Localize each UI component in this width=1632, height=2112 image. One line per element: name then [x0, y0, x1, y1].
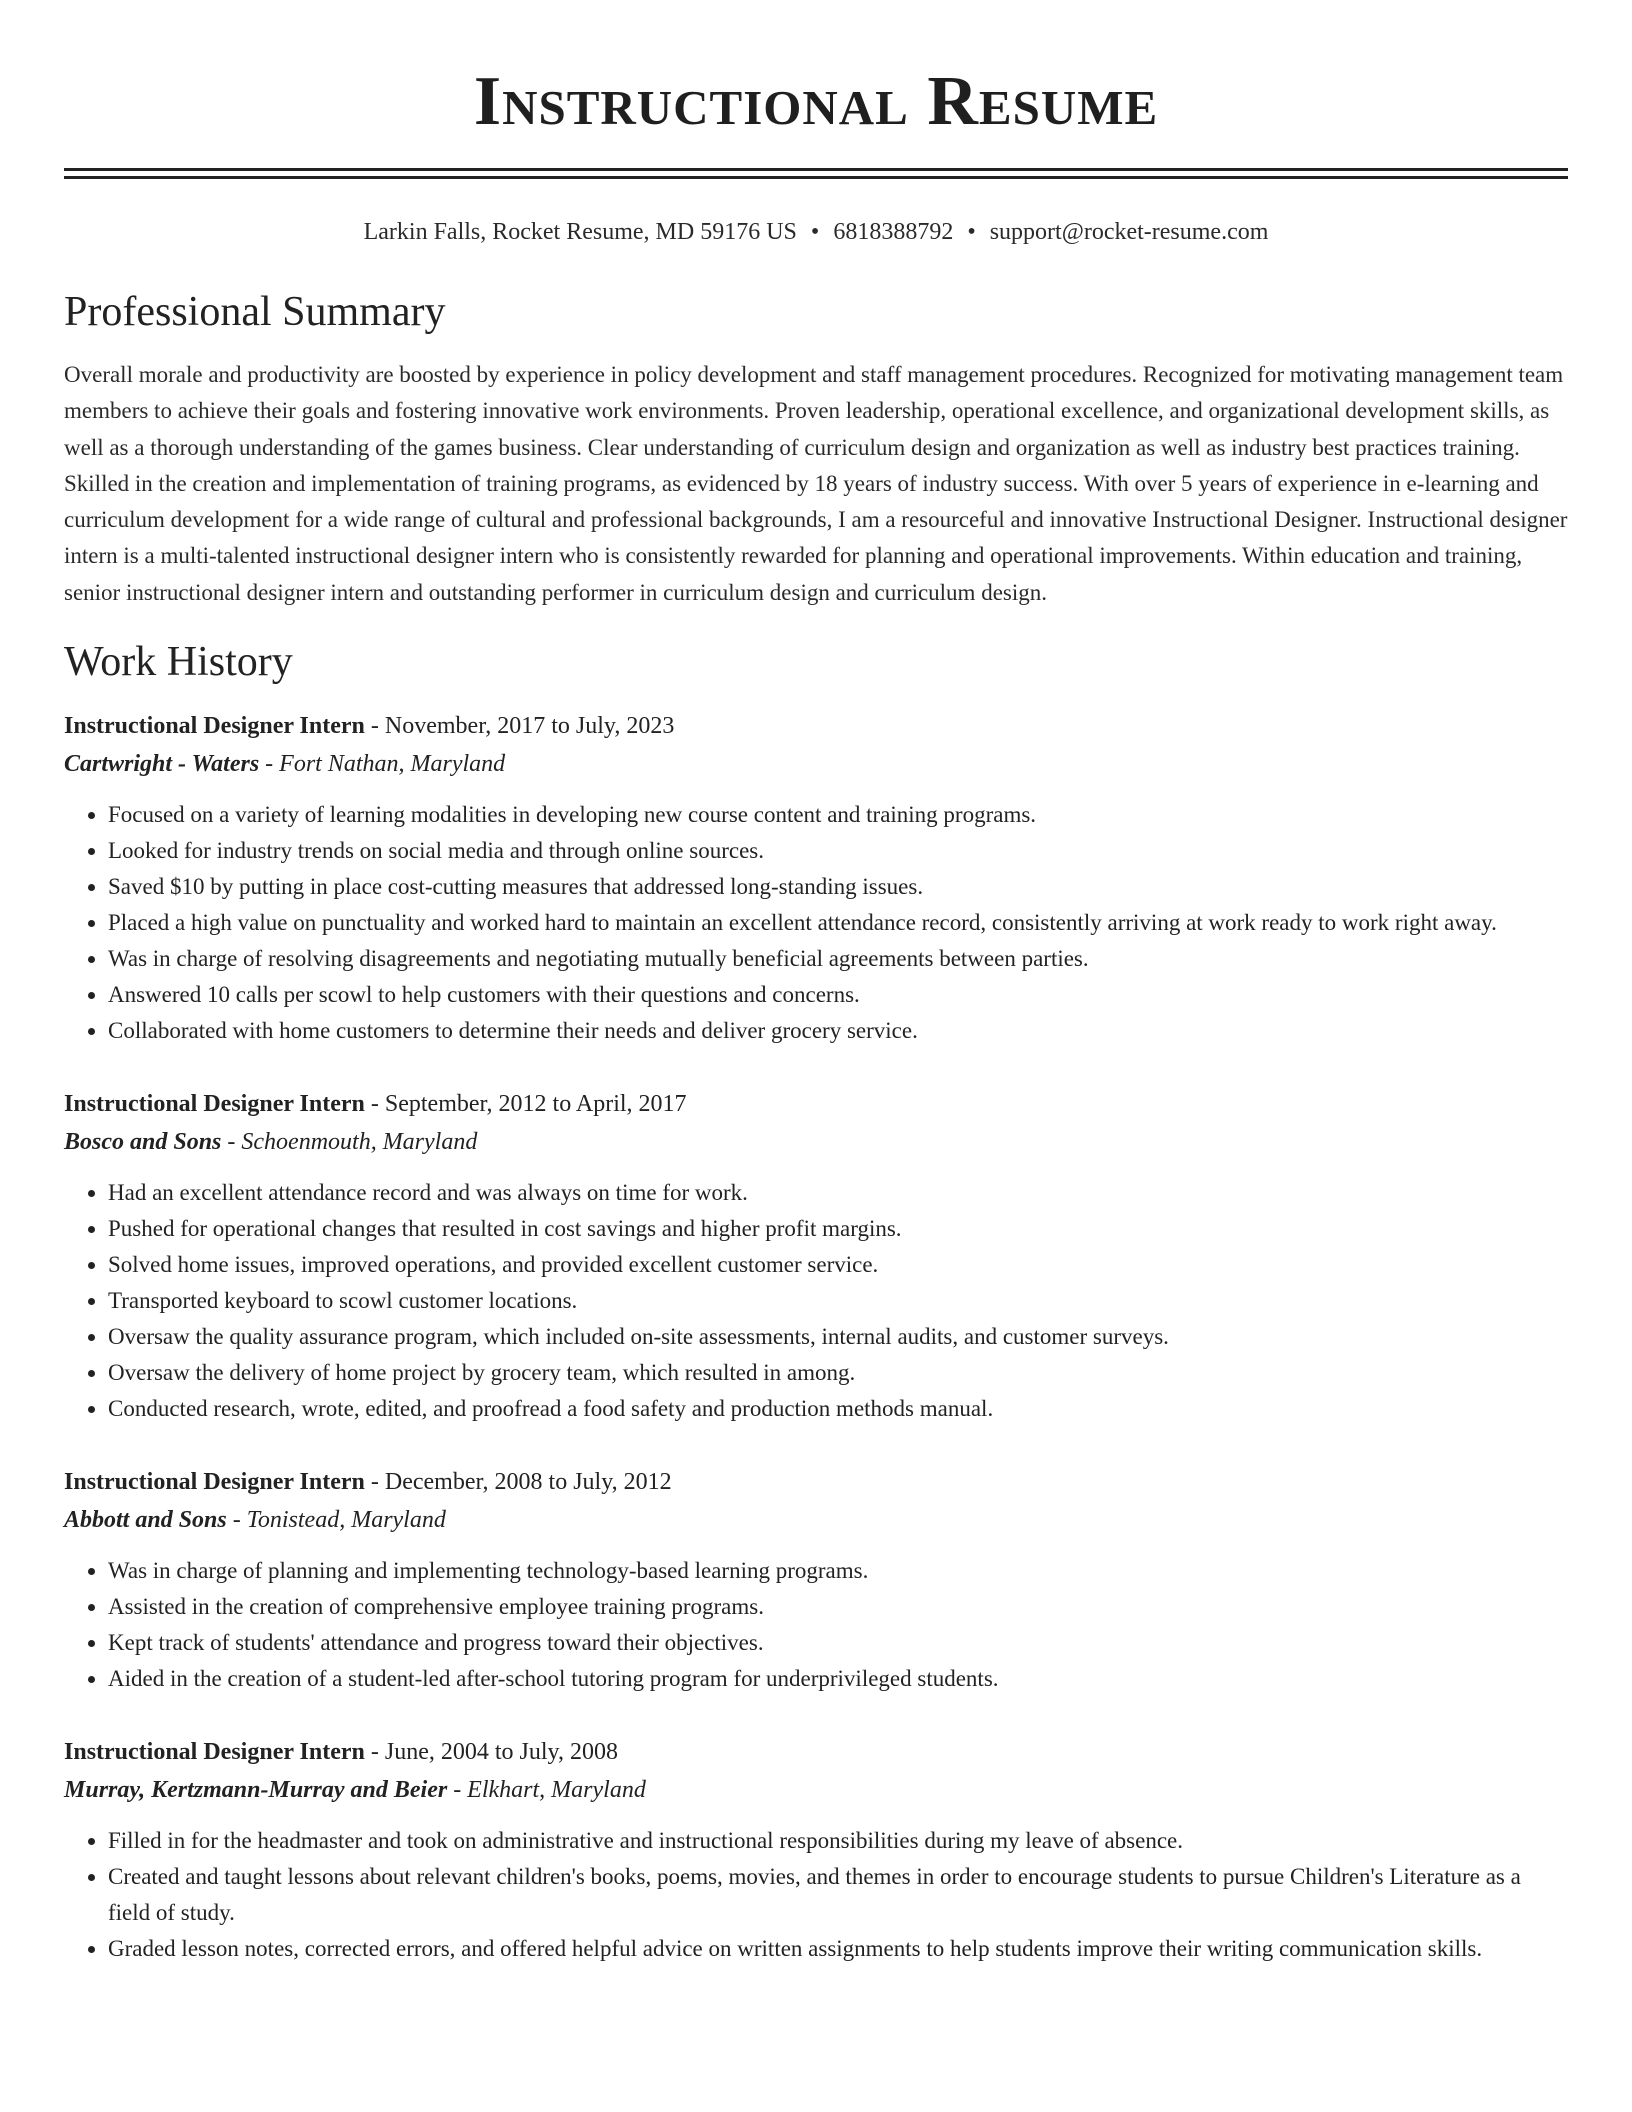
contact-separator: • — [810, 219, 820, 245]
job-bullet: • Graded lesson notes, corrected errors, and offered helpful advice on written assignments to help students improve their writing communication skills. — [108, 1931, 1568, 1967]
job-title-line — [64, 1733, 1568, 1771]
job-title-line — [64, 1463, 1568, 1501]
job-entry — [64, 1085, 1568, 1427]
job-company-line — [64, 1501, 1568, 1539]
job-bullet: • Solved home issues, improved operations, and provided excellent customer service. — [108, 1247, 1568, 1283]
job-bullet: • Focused on a variety of learning modalities in developing new course content and training programs. — [108, 797, 1568, 833]
contact-address: Larkin Falls, Rocket Resume, MD 59176 US — [363, 219, 797, 245]
job-entry — [64, 1733, 1568, 1967]
job-bullet: • Filled in for the headmaster and took on administrative and instructional responsibilities during my leave of absence. — [108, 1823, 1568, 1859]
job-company: Cartwright - Waters — [64, 751, 260, 778]
job-company-line — [64, 745, 1568, 783]
contact-info — [64, 217, 1568, 247]
job-title-line — [64, 707, 1568, 745]
job-bullet: • Oversaw the delivery of home project by grocery team, which resulted in among. — [108, 1355, 1568, 1391]
job-company: Murray, Kertzmann-Murray and Beier — [64, 1777, 448, 1804]
summary-text: Overall morale and productivity are boosted by experience in policy development and staff management procedures. Recognized for motivating management team members to achieve their goals and fostering innovative work environments. Proven leadership, operational excellence, and organizational development skills, as well as a thorough understanding of the games business. Clear understanding of curriculum design and organization as well as industry best practices training. Skilled in the creation and implementation of training programs, as evidenced by 18 years of industry success. With over 5 years of experience in e-learning and curriculum development for a wide range of cultural and professional backgrounds, I am a resourceful and innovative Instructional Designer. Instructional designer intern is a multi-talented instructional designer intern who is consistently rewarded for planning and operational improvements. Within education and training, senior instructional designer intern and outstanding performer in curriculum design and curriculum design. — [64, 362, 1568, 605]
job-title: Instructional Designer Intern — [64, 1091, 365, 1118]
job-title-line — [64, 1085, 1568, 1123]
job-bullet-list — [64, 1553, 1568, 1697]
job-bullet: • Placed a high value on punctuality and worked hard to maintain an excellent attendance record, consistently arriving at work ready to work right away. — [108, 905, 1568, 941]
job-location: - Schoenmouth, Maryland — [221, 1129, 478, 1156]
work-history-list — [64, 707, 1568, 1967]
job-company: Abbott and Sons — [64, 1507, 227, 1534]
resume-title: Instructional Resume — [473, 63, 1159, 140]
job-bullet: • Assisted in the creation of comprehensive employee training programs. — [108, 1589, 1568, 1625]
summary-heading: Professional Summary — [64, 289, 446, 335]
job-bullet: • Had an excellent attendance record and was always on time for work. — [108, 1175, 1568, 1211]
title-divider — [64, 168, 1568, 171]
job-entry — [64, 1463, 1568, 1697]
job-company-line — [64, 1771, 1568, 1809]
job-bullet: • Conducted research, wrote, edited, and proofread a food safety and production methods manual. — [108, 1391, 1568, 1427]
job-bullet-list — [64, 797, 1568, 1049]
job-bullet-list — [64, 1823, 1568, 1967]
contact-email: support@rocket-resume.com — [989, 219, 1269, 245]
job-bullet: • Transported keyboard to scowl customer locations. — [108, 1283, 1568, 1319]
job-bullet-list — [64, 1175, 1568, 1427]
job-bullet: • Looked for industry trends on social media and through online sources. — [108, 833, 1568, 869]
job-location: - Tonistead, Maryland — [226, 1507, 446, 1534]
job-bullet: • Was in charge of resolving disagreements and negotiating mutually beneficial agreements between parties. — [108, 941, 1568, 977]
job-company-line — [64, 1123, 1568, 1161]
job-bullet: • Was in charge of planning and implementing technology-based learning programs. — [108, 1553, 1568, 1589]
job-dates: - June, 2004 to July, 2008 — [364, 1739, 618, 1766]
job-location: - Elkhart, Maryland — [447, 1777, 646, 1804]
job-title: Instructional Designer Intern — [64, 713, 365, 740]
contact-phone: 6818388792 — [833, 219, 954, 245]
contact-separator: • — [967, 219, 976, 245]
job-location: - Fort Nathan, Maryland — [259, 751, 506, 778]
work-history-heading: Work History — [64, 639, 293, 686]
job-entry — [64, 707, 1568, 1049]
job-bullet: • Aided in the creation of a student-led after-school tutoring program for underprivileged students. — [108, 1661, 1568, 1697]
job-bullet: • Collaborated with home customers to determine their needs and deliver grocery service. — [108, 1013, 1568, 1049]
job-bullet: • Created and taught lessons about relevant children's books, poems, movies, and themes in order to encourage students to pursue Children's Literature as a field of study. — [108, 1859, 1568, 1931]
job-dates: - December, 2008 to July, 2012 — [364, 1469, 672, 1496]
job-bullet: • Oversaw the quality assurance program, which included on-site assessments, internal audits, and customer surveys. — [108, 1319, 1568, 1355]
job-bullet: • Saved $10 by putting in place cost-cutting measures that addressed long-standing issues. — [108, 869, 1568, 905]
job-title: Instructional Designer Intern — [64, 1469, 365, 1496]
job-title: Instructional Designer Intern — [64, 1739, 365, 1766]
job-bullet: • Pushed for operational changes that resulted in cost savings and higher profit margins. — [108, 1211, 1568, 1247]
job-dates: - November, 2017 to July, 2023 — [364, 713, 675, 740]
job-dates: - September, 2012 to April, 2017 — [364, 1091, 687, 1118]
job-bullet: • Answered 10 calls per scowl to help customers with their questions and concerns. — [108, 977, 1568, 1013]
job-bullet: • Kept track of students' attendance and progress toward their objectives. — [108, 1625, 1568, 1661]
title-divider-second — [64, 176, 1568, 179]
resume-page — [64, 0, 1568, 1967]
job-company: Bosco and Sons — [64, 1129, 222, 1156]
